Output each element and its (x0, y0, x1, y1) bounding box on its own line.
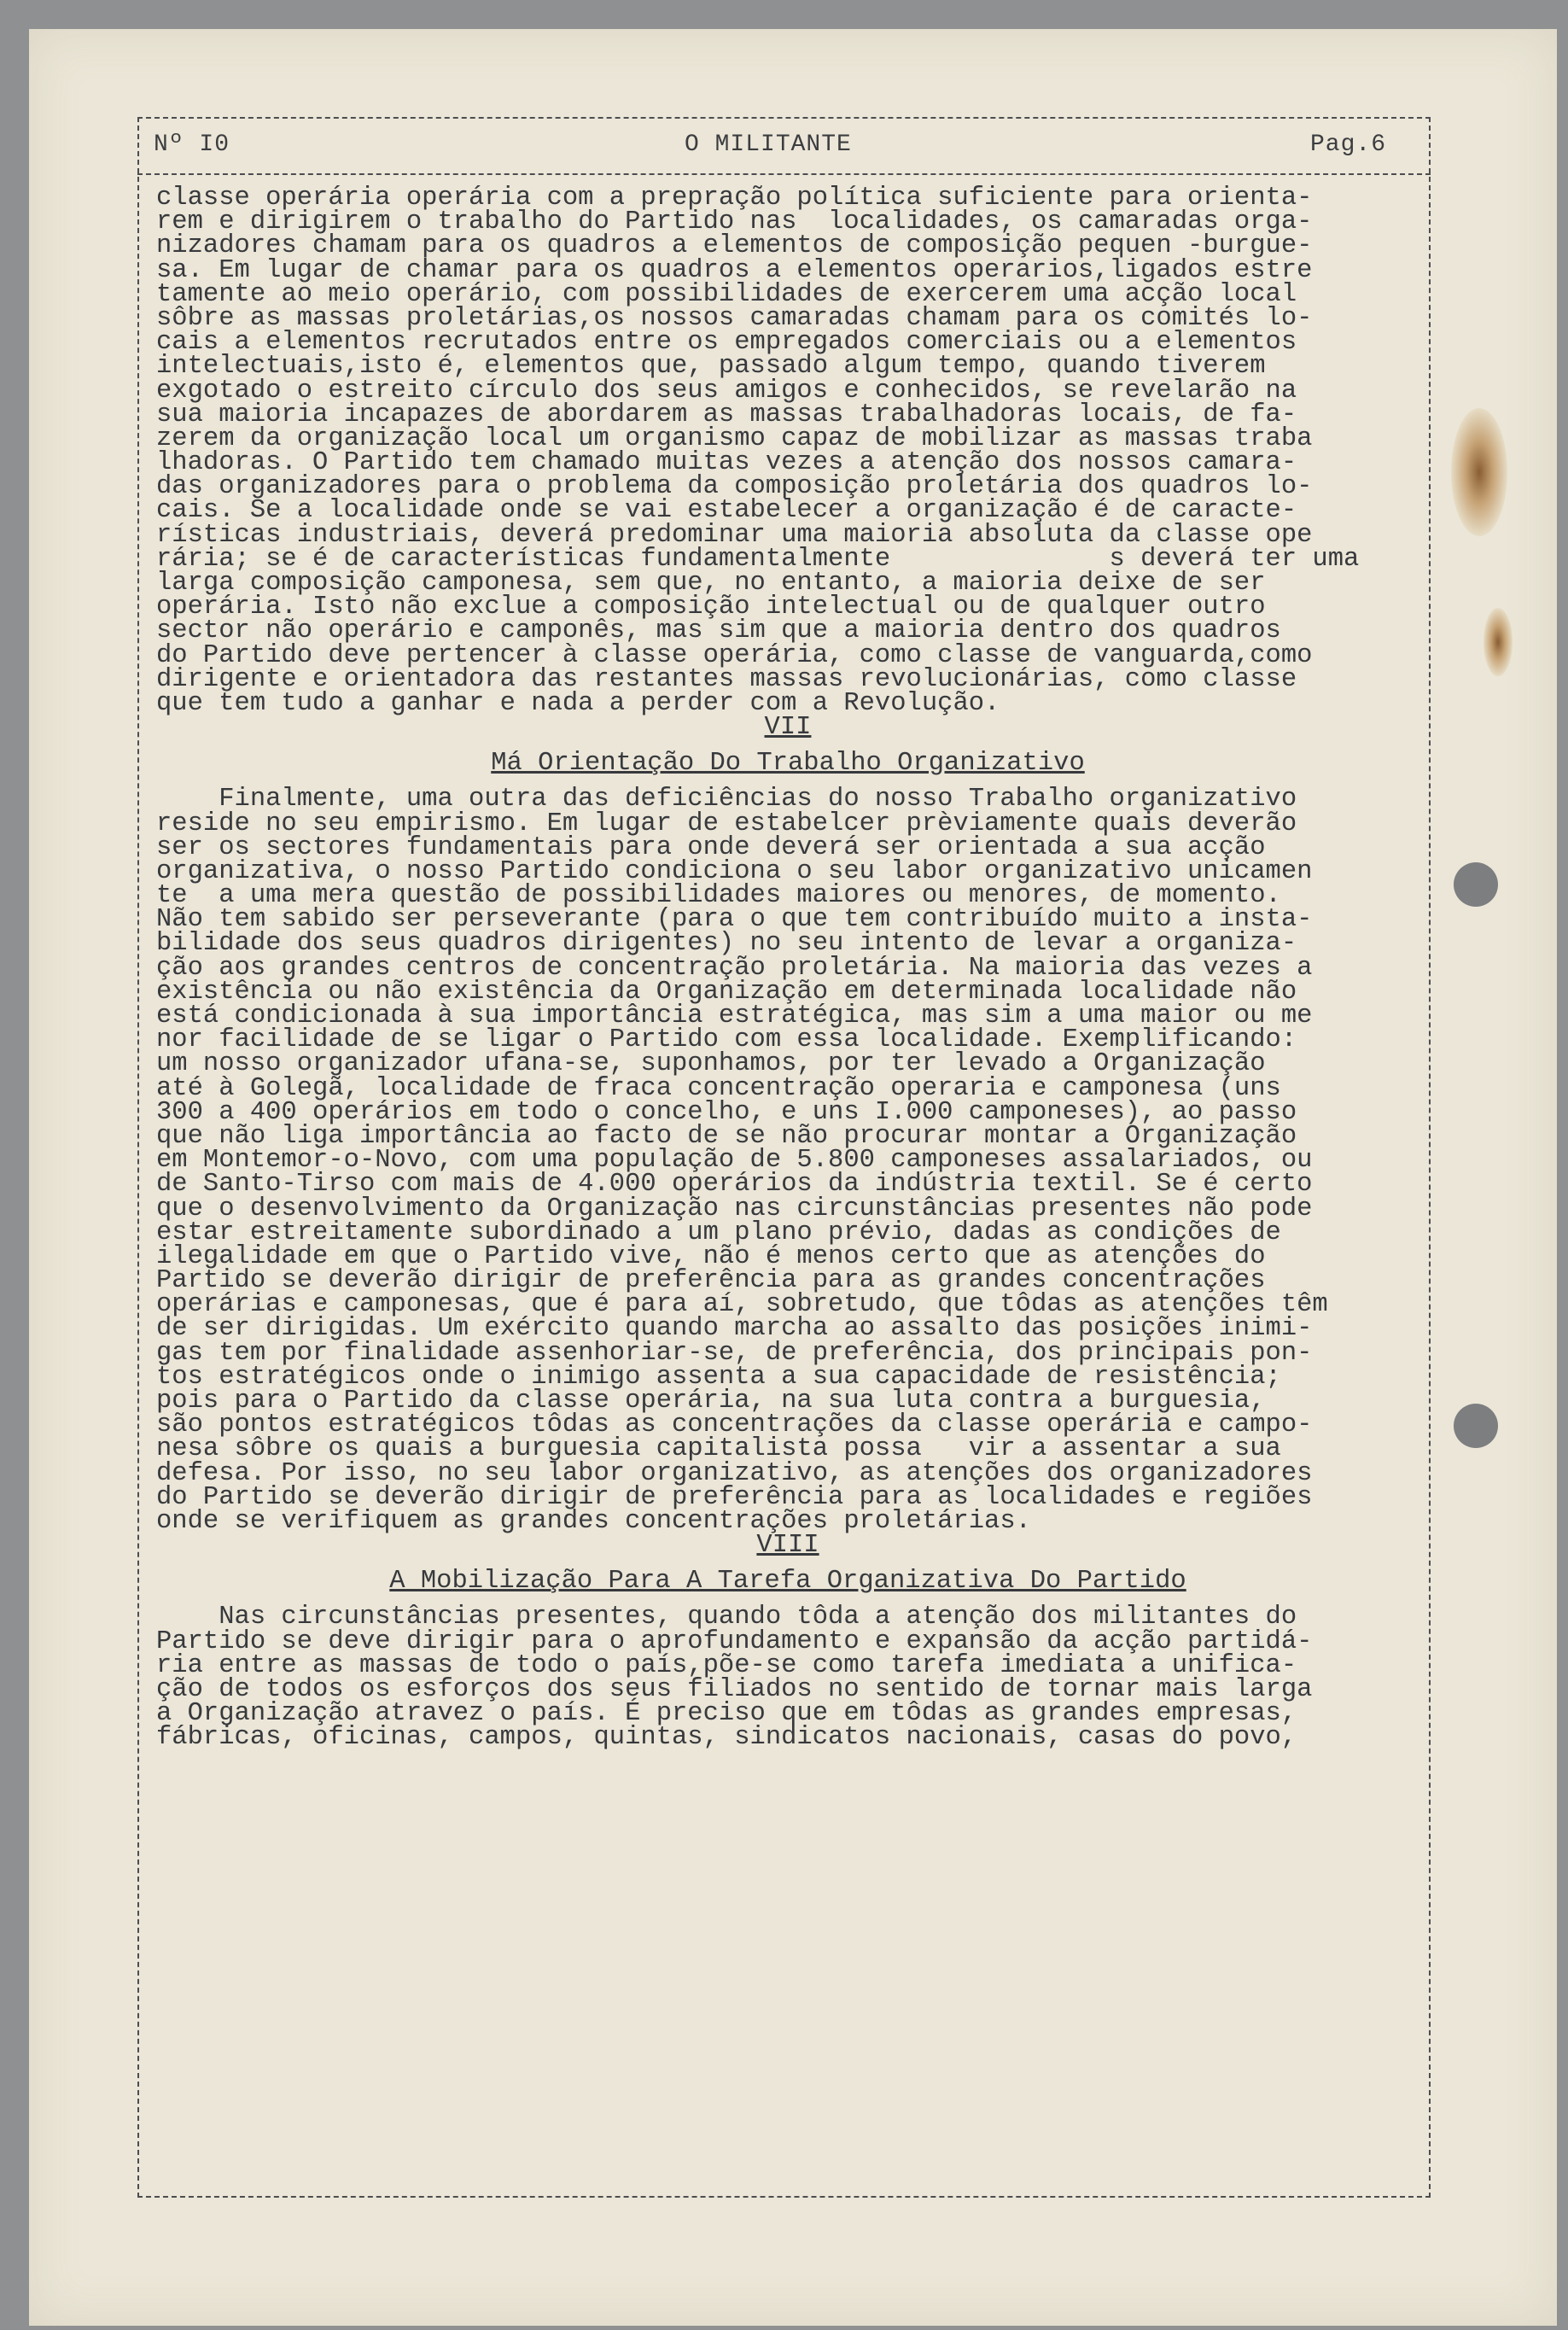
text-line: que tem tudo a ganhar e nada a perder com a Revolução. (156, 688, 1000, 718)
text-line: de ser dirigidas. Um exército quando marcha ao assalto das posições inimi- (156, 1314, 1313, 1344)
text-line: ria entre as massas de todo o país,põe-se como tarefa imediata a unifica- (156, 1650, 1297, 1680)
text-line: que o desenvolvimento da Organização nas circunstâncias presentes não pode (156, 1194, 1313, 1223)
text-line: cais. Se a localidade onde se vai estabelecer a organização é de caracte- (156, 496, 1297, 526)
text-line: onde se verifiquem as grandes concentrações proletárias. (156, 1506, 1031, 1536)
text-line: fábricas, oficinas, campos, quintas, sindicatos nacionais, casas do povo, (156, 1723, 1297, 1753)
text-line: em Montemor-o-Novo, com uma população de 5.800 camponeses assalariados, ou (156, 1146, 1313, 1176)
text-line: um nosso organizador ufana-se, suponhamos, por ter levado a Organização (156, 1049, 1266, 1079)
text-line: larga composição camponesa, sem que, no entanto, a maioria deixe de ser (156, 569, 1266, 598)
text-line: operárias e camponesas, que é para aí, sobretudo, que tôdas as atenções têm (156, 1290, 1328, 1320)
text-line: das organizadores para o problema da composição proletária dos quadros lo- (156, 472, 1313, 502)
publication-title: O MILITANTE (685, 131, 852, 158)
text-line: sa. Em lugar de chamar para os quadros a elementos operarios,ligados estre (156, 255, 1313, 285)
text-line: sôbre as massas proletárias,os nossos camaradas chamam para os comités lo- (156, 303, 1313, 333)
punch-hole (1454, 862, 1498, 907)
text-line: sector não operário e camponês, mas sim que a maioria dentro dos quadros (156, 616, 1281, 646)
text-line: nesa sôbre os quais a burguesia capitalista possa vir a assentar a sua (156, 1434, 1281, 1464)
text-line: Finalmente, uma outra das deficiências do nosso Trabalho organizativo (156, 785, 1297, 815)
text-line: Partido se deve dirigir para o aprofundamento e expansão da acção partidá- (156, 1626, 1313, 1656)
text-line: de Santo-Tirso com mais de 4.000 operários da indústria textil. Se é certo (156, 1170, 1313, 1200)
text-line: pois para o Partido da classe operária, na sua luta contra a burguesia, (156, 1387, 1266, 1416)
text-line: nor facilidade de se ligar o Partido com essa localidade. Exemplificando: (156, 1025, 1297, 1055)
text-line: reside no seu empirismo. Em lugar de estabelcer prèviamente quais deverão (156, 809, 1297, 838)
punch-hole (1454, 1404, 1498, 1448)
text-line: Nas circunstâncias presentes, quando tôda a atenção dos militantes do (156, 1603, 1297, 1632)
issue-number: Nº I0 (154, 131, 230, 158)
text-line: defesa. Por isso, no seu labor organizativo, as atenções dos organizadores (156, 1458, 1313, 1488)
text-line: lhadoras. O Partido tem chamado muitas vezes a atenção dos nossos camara- (156, 448, 1297, 478)
text-line: cais a elementos recrutados entre os empregados comerciais ou a elementos (156, 328, 1297, 358)
text-line: até à Golegã, localidade de fraca concentração operaria e camponesa (uns (156, 1073, 1281, 1103)
text-line: te a uma mera questão de possibilidades maiores ou menores, de momento. (156, 881, 1281, 911)
text-line: existência ou não existência da Organização em determinada localidade não (156, 977, 1297, 1007)
header-divider (137, 173, 1431, 175)
rust-stain (1483, 608, 1513, 676)
text-line: ção aos grandes centros de concentração proletária. Na maioria das vezes a (156, 953, 1313, 983)
text-line: ção de todos os esforços dos seus filiados no sentido de tornar mais larga (156, 1674, 1313, 1704)
text-line: do Partido se deverão dirigir de preferência para as localidades e regiões (156, 1482, 1313, 1512)
text-line: Não tem sabido ser perseverante (para o que tem contribuído muito a insta- (156, 905, 1313, 935)
text-line: são pontos estratégicos tôdas as concentrações da classe operária e campo- (156, 1410, 1313, 1440)
text-line: classe operária operária com a prepração política suficiente para orienta- (156, 184, 1313, 213)
text-line: nizadores chamam para os quadros a elementos de composição pequen -burgue- (156, 231, 1313, 261)
text-line: a Organização atravez o país. É preciso que em tôdas as grandes empresas, (156, 1699, 1297, 1729)
section-title: Má Orientação Do Trabalho Organizativo (491, 749, 1085, 779)
text-line: que não liga importância ao facto de se não procurar montar a Organização (156, 1121, 1297, 1151)
text-line: ilegalidade em que o Partido vive, não é menos certo que as atenções do (156, 1241, 1266, 1271)
paragraph-1 (156, 184, 1419, 718)
page-number: Pag.6 (1310, 131, 1387, 158)
text-line: está condicionada à sua importância estratégica, mas sim a uma maior ou me (156, 1001, 1313, 1031)
text-line: tos estratégicos onde o inimigo assenta a sua capacidade de resistência; (156, 1362, 1281, 1392)
text-line: Partido se deverão dirigir de preferência para as grandes concentrações (156, 1266, 1266, 1296)
text-line: intelectuais,isto é, elementos que, passado algum tempo, quando tiverem (156, 352, 1266, 382)
paragraph-2 (156, 785, 1419, 1536)
text-line: operária. Isto não exclue a composição intelectual ou de qualquer outro (156, 593, 1266, 622)
paragraph-3 (156, 1603, 1419, 1753)
text-line: dirigente e orientadora das restantes massas revolucionárias, como classe (156, 664, 1297, 694)
section-title: A Mobilização Para A Tarefa Organizativa Do Partido (389, 1567, 1186, 1597)
text-line: estar estreitamente subordinado a um plano prévio, dadas as condições de (156, 1218, 1281, 1247)
text-line: exgotado o estreito círculo dos seus amigos e conhecidos, se revelarão na (156, 376, 1297, 406)
text-line: zerem da organização local um organismo capaz de mobilizar as massas traba (156, 423, 1313, 453)
text-line: ser os sectores fundamentais para onde deverá ser orientada a sua acção (156, 832, 1266, 862)
text-line: gas tem por finalidade assenhoriar-se, de preferência, dos principais pon- (156, 1338, 1313, 1368)
text-line: organizativa, o nosso Partido condiciona o seu labor organizativo unicamen (156, 856, 1313, 886)
section-number: VIII (756, 1531, 819, 1561)
text-line: rísticas industriais, deverá predominar uma maioria absoluta da classe ope (156, 520, 1313, 550)
text-line: bilidade dos seus quadros dirigentes) no seu intento de levar a organiza- (156, 929, 1297, 959)
text-line: 300 a 400 operários em todo o concelho, e uns I.000 camponeses), ao passo (156, 1097, 1297, 1127)
text-line: rária; se é de características fundamentalmente s deverá ter uma (156, 544, 1360, 574)
text-line: sua maioria incapazes de abordarem as massas trabalhadoras locais, de fa- (156, 400, 1297, 429)
rust-stain (1451, 408, 1507, 536)
text-line: do Partido deve pertencer à classe operária, como classe de vanguarda,como (156, 640, 1313, 670)
text-line: rem e dirigirem o trabalho do Partido nas localidades, os camaradas orga- (156, 207, 1313, 237)
text-line: tamente ao meio operário, com possibilidades de exercerem uma acção local (156, 279, 1297, 309)
section-number: VII (764, 713, 812, 743)
document-body (156, 184, 1419, 1753)
